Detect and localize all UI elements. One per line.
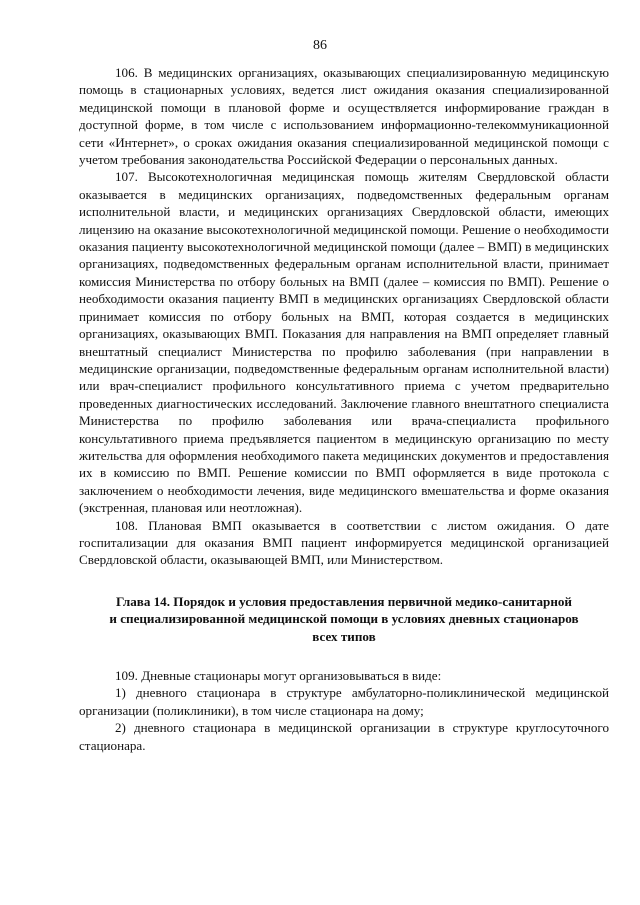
paragraph-107: 107. Высокотехнологичная медицинская помощь жителям Свердловской области оказывается в медицинских организациях, подведомственных федеральным органам исполнительной власти, и медицинских организациях Свердловской области, имеющих лицензию на оказание высокотехнологичной медицинской помощи. Решение о необходимости оказания пациенту высокотехнологичной медицинской помощи (далее – ВМП) в медицинских организациях, подведомственных федеральным органам исполнительной власти, принимает комиссия Министерства по отбору больных на ВМП (далее – комиссия по ВМП). Решение о необходимости оказания пациенту ВМП в медицинских организациях Свердловской области принимает комиссия по отбору больных на ВМП, которая создается в медицинских организациях, оказывающих ВМП. Показания для направления на ВМП определяет главный внештатный специалист Министерства по профилю заболевания (при направлении в медицинские организации, подведомственные федеральным органам исполнительной власти) или врач-специалист профильного консультативного приема с учетом предварительно проведенных диагностических исследований. Заключение главного внештатного специалиста Министерства по профилю заболевания или врача-специалиста профильного консультативного приема предъявляется пациентом в медицинскую организацию по месту жительства для оформления необходимого пакета медицинских документов и предоставления их в комиссию по ВМП. Решение комиссии по ВМП оформляется в виде протокола с заключением о необходимости лечения, виде медицинского вмешательства и форме оказания (экстренная, плановая или неотложная).: [79, 169, 609, 516]
document-body: [79, 64, 609, 754]
list-item-1: 1) дневного стационара в структуре амбулаторно-поликлинической медицинской организации (поликлиники), в том числе стационара на дому;: [79, 685, 609, 718]
paragraph-106: 106. В медицинских организациях, оказывающих специализированную медицинскую помощь в стационарных условиях, ведется лист ожидания оказания специализированной медицинской помощи в плановой форме и осуществляется информирование граждан в доступной форме, в том числе с использованием информационно-телекоммуникационной сети «Интернет», о сроках ожидания оказания специализированной медицинской помощи с учетом требования законодательства Российской Федерации о персональных данных.: [79, 65, 609, 168]
page-number: 86: [313, 38, 327, 53]
spacer: [79, 645, 609, 667]
paragraph-108: 108. Плановая ВМП оказывается в соответствии с листом ожидания. О дате госпитализации для оказания ВМП пациент информируется медицинской организацией Свердловской области, оказывающей ВМП, или Министерством.: [79, 517, 609, 568]
chapter-heading-line-1: Глава 14. Порядок и условия предоставления первичной медико-санитарной: [116, 593, 572, 609]
list-item-2: 2) дневного стационара в медицинской организации в структуре круглосуточного стационара.: [79, 720, 609, 753]
chapter-heading-line-3: всех типов: [312, 628, 376, 644]
chapter-heading: [79, 593, 609, 645]
chapter-heading-line-2: и специализированной медицинской помощи в условиях дневных стационаров: [109, 611, 579, 627]
paragraph-109: 109. Дневные стационары могут организовываться в виде:: [115, 668, 442, 683]
